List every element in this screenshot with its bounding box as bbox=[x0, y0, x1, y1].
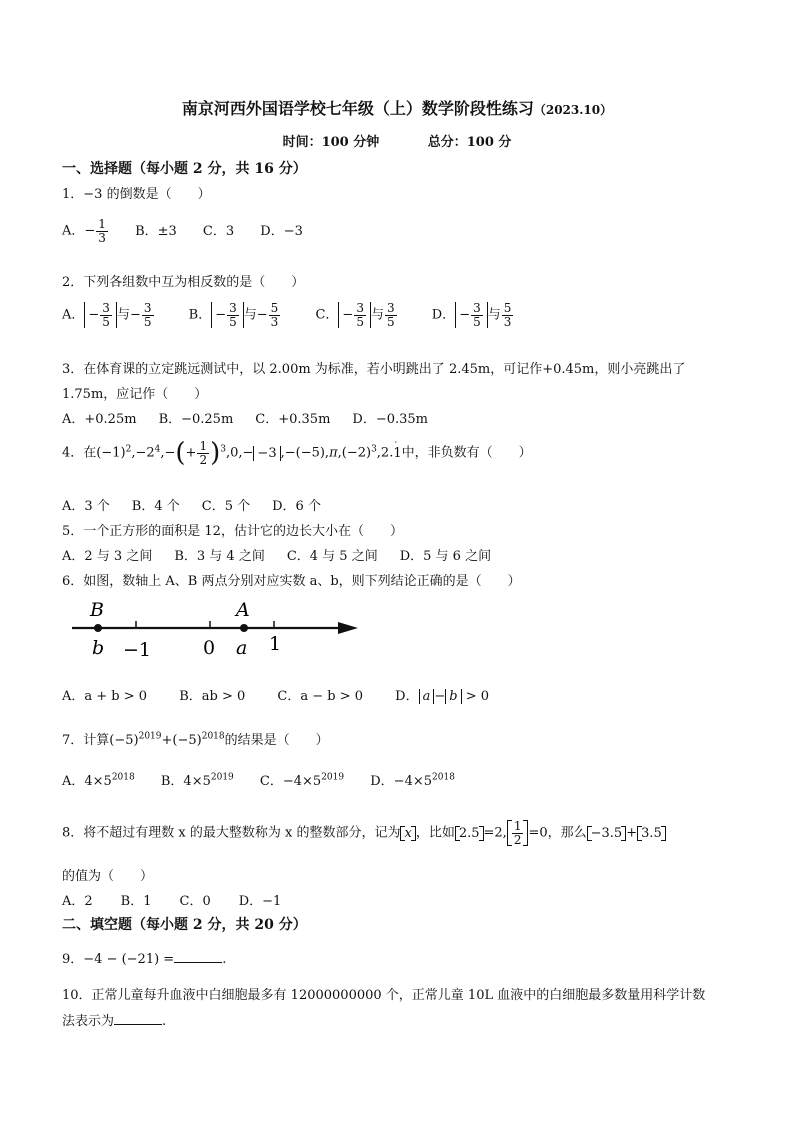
question-2-options: A． − $\frac{3}{5}$ 与− $\frac{3}{5}$ B． − $\frac{3}{5}$ 与− $\frac{5}{3}$ C． − $\frac{3}{5}$ 与 $\frac{3}{5}$ D． − $\frac{3}{5}$ 与 $\frac{5}{3}$ bbox=[62, 301, 512, 329]
question-4-stem: 4．在$(-1)^2,-2^4,-(+$ $\frac{1}{2}$ )$^3$,0,− −3 $,-(-5),\pi,(-2)^3,2.1$ · 中，非负数有（ ） bbox=[62, 437, 532, 469]
question-8-stem: 8．将不超过有理数 x 的最大整数称为 x 的整数部分，记为 x ，比如 2.5 =2, $\frac{1}{2}$ =0，那么 −3.5 + 3.5 bbox=[62, 820, 666, 846]
exam-info bbox=[0, 131, 794, 150]
question-1-options: A．− $\frac{1}{3}$ B．±3 C．3 D．−3 bbox=[62, 217, 303, 245]
question-9: 9．−4 − (−21) = . bbox=[62, 952, 227, 967]
question-8-options: A．2 B．1 C．0 D．−1 bbox=[62, 894, 282, 909]
point-b-dot bbox=[94, 624, 102, 632]
time-label: 时间：100 分钟 bbox=[282, 135, 380, 150]
question-6-stem: 6．如图，数轴上 A、B 两点分别对应实数 a、b，则下列结论正确的是（ ） bbox=[62, 574, 521, 589]
question-1-stem: 1．−3 的倒数是（ ） bbox=[62, 187, 211, 202]
question-3-stem-1: 3．在体育课的立定跳远测试中，以 2.00m 为标准，若小明跳出了 2.45m，可记作+0.45m，则小亮跳出了 bbox=[62, 362, 686, 377]
number-line-figure bbox=[66, 596, 366, 666]
question-10-stem-1: 10．正常儿童每升血液中白细胞最多有 12000000000 个，正常儿童 10L 血液中的白细胞最多数量用科学计数 bbox=[62, 988, 706, 1003]
question-4-options: A．3 个 B．4 个 C．5 个 D．6 个 bbox=[62, 499, 321, 514]
label-B: B bbox=[90, 599, 104, 621]
question-5-options: A．2 与 3 之间 B．3 与 4 之间 C．4 与 5 之间 D．5 与 6 之间 bbox=[62, 549, 492, 564]
score-label: 总分：100 分 bbox=[427, 135, 512, 150]
question-10-stem-2: 法表示为 . bbox=[62, 1014, 167, 1029]
label-b: b bbox=[92, 637, 105, 659]
label-minus-one: −1 bbox=[123, 639, 152, 661]
answer-blank-9[interactable] bbox=[174, 950, 222, 963]
question-8-stem-2: 的值为（ ） bbox=[62, 869, 154, 884]
answer-blank-10[interactable] bbox=[114, 1012, 162, 1025]
question-7-stem: 7．计算$(-5)^{2019}+(-5)^{2018}$的结果是（ ） bbox=[62, 731, 329, 748]
label-A: A bbox=[236, 599, 250, 621]
page-title: 南京河西外国语学校七年级（上）数学阶段性练习（2023.10） bbox=[181, 99, 613, 118]
question-3-options: A．+0.25m B．−0.25m C．+0.35m D．−0.35m bbox=[62, 412, 428, 427]
section-choice-header: 一、选择题（每小题 2 分，共 16 分） bbox=[62, 161, 307, 177]
label-a: a bbox=[236, 637, 248, 659]
question-3-stem-2: 1.75m，应记作（ ） bbox=[62, 387, 208, 402]
point-a-dot bbox=[240, 624, 248, 632]
question-6-options: A．a + b > 0 B．ab > 0 C．a − b > 0 D． a − b > 0 bbox=[62, 689, 490, 704]
label-one: 1 bbox=[269, 633, 282, 655]
label-zero: 0 bbox=[203, 637, 216, 659]
question-5-stem: 5．一个正方形的面积是 12，估计它的边长大小在（ ） bbox=[62, 524, 403, 539]
question-7-options: A．$4\times 5^{2018}$ B．$4\times 5^{2019}$ C．$-4\times 5^{2019}$ D．$-4\times 5^{2018}$ bbox=[62, 772, 455, 789]
number-line-arrow bbox=[338, 622, 358, 634]
question-2-stem: 2．下列各组数中互为相反数的是（ ） bbox=[62, 275, 305, 290]
section-fill-header: 二、填空题（每小题 2 分，共 20 分） bbox=[62, 917, 307, 933]
